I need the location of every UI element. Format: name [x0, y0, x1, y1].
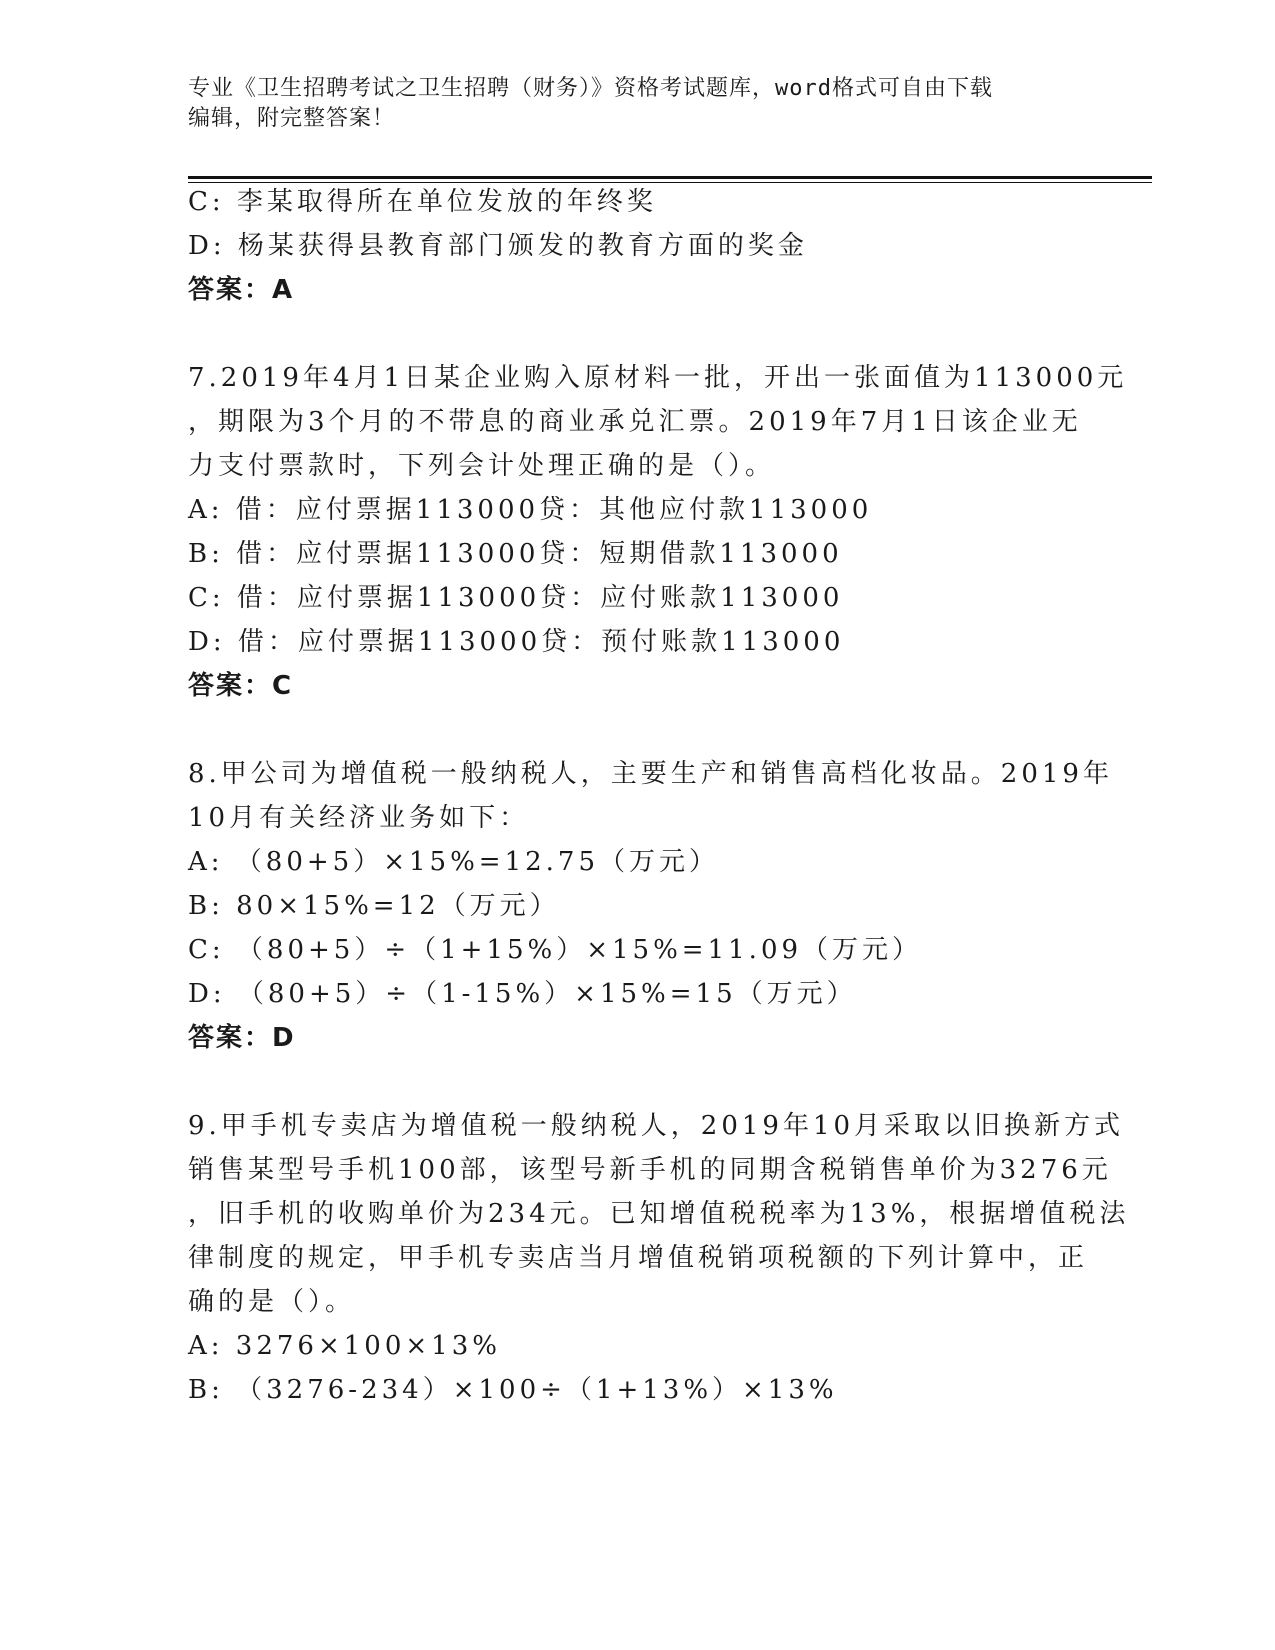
q8-stem-line-1: 8.甲公司为增值税一般纳税人，主要生产和销售高档化妆品。2019年 — [188, 759, 1113, 789]
q6-answer: 答案：A — [188, 275, 295, 305]
q8-option-b: B: 80×15%=12（万元） — [188, 891, 560, 921]
q8-option-d: D: （80+5）÷（1-15%）×15%=15（万元） — [188, 979, 857, 1009]
q9-stem-line-4: 律制度的规定，甲手机专卖店当月增值税销项税额的下列计算中，正 — [188, 1243, 1089, 1273]
q7-stem-line-2: ，期限为3个月的不带息的商业承兑汇票。2019年7月1日该企业无 — [188, 407, 1082, 437]
q9-option-b: B: （3276-234）×100÷（1+13%）×13% — [188, 1375, 838, 1405]
q9-stem-line-2: 销售某型号手机100部，该型号新手机的同期含税销售单价为3276元 — [188, 1155, 1112, 1185]
q8-option-a: A: （80+5）×15%=12.75（万元） — [188, 847, 720, 877]
q8-stem-line-2: 10月有关经济业务如下： — [188, 803, 530, 833]
q6-option-c: C: 李某取得所在单位发放的年终奖 — [188, 187, 657, 217]
q7-stem-line-1: 7.2019年4月1日某企业购入原材料一批，开出一张面值为113000元 — [188, 363, 1128, 393]
q8-option-c: C: （80+5）÷（1+15%）×15%=11.09（万元） — [188, 935, 923, 965]
header-rule-thin — [188, 182, 1152, 183]
header-rule-thick — [188, 176, 1152, 179]
q7-answer: 答案：C — [188, 671, 294, 701]
q7-option-b: B: 借：应付票据113000贷：短期借款113000 — [188, 539, 843, 569]
q9-option-a: A: 3276×100×13% — [188, 1331, 501, 1361]
document-header — [188, 74, 1068, 134]
header-line-1: 专业《卫生招聘考试之卫生招聘（财务）》资格考试题库，word格式可自由下载 — [188, 76, 993, 101]
q9-stem-line-5: 确的是（）。 — [188, 1287, 356, 1317]
q9-stem-line-3: ，旧手机的收购单价为234元。已知增值税税率为13%，根据增值税法 — [188, 1199, 1130, 1229]
q7-option-a: A: 借：应付票据113000贷：其他应付款113000 — [188, 495, 873, 525]
q7-stem-line-3: 力支付票款时，下列会计处理正确的是（）。 — [188, 451, 776, 481]
q8-answer: 答案：D — [188, 1023, 296, 1053]
q9-stem-line-1: 9.甲手机专卖店为增值税一般纳税人，2019年10月采取以旧换新方式 — [188, 1111, 1125, 1141]
q7-option-c: C: 借：应付票据113000贷：应付账款113000 — [188, 583, 844, 613]
q7-option-d: D: 借：应付票据113000贷：预付账款113000 — [188, 627, 845, 657]
header-line-2: 编辑，附完整答案！ — [188, 106, 396, 131]
q6-option-d: D: 杨某获得县教育部门颁发的教育方面的奖金 — [188, 231, 808, 261]
